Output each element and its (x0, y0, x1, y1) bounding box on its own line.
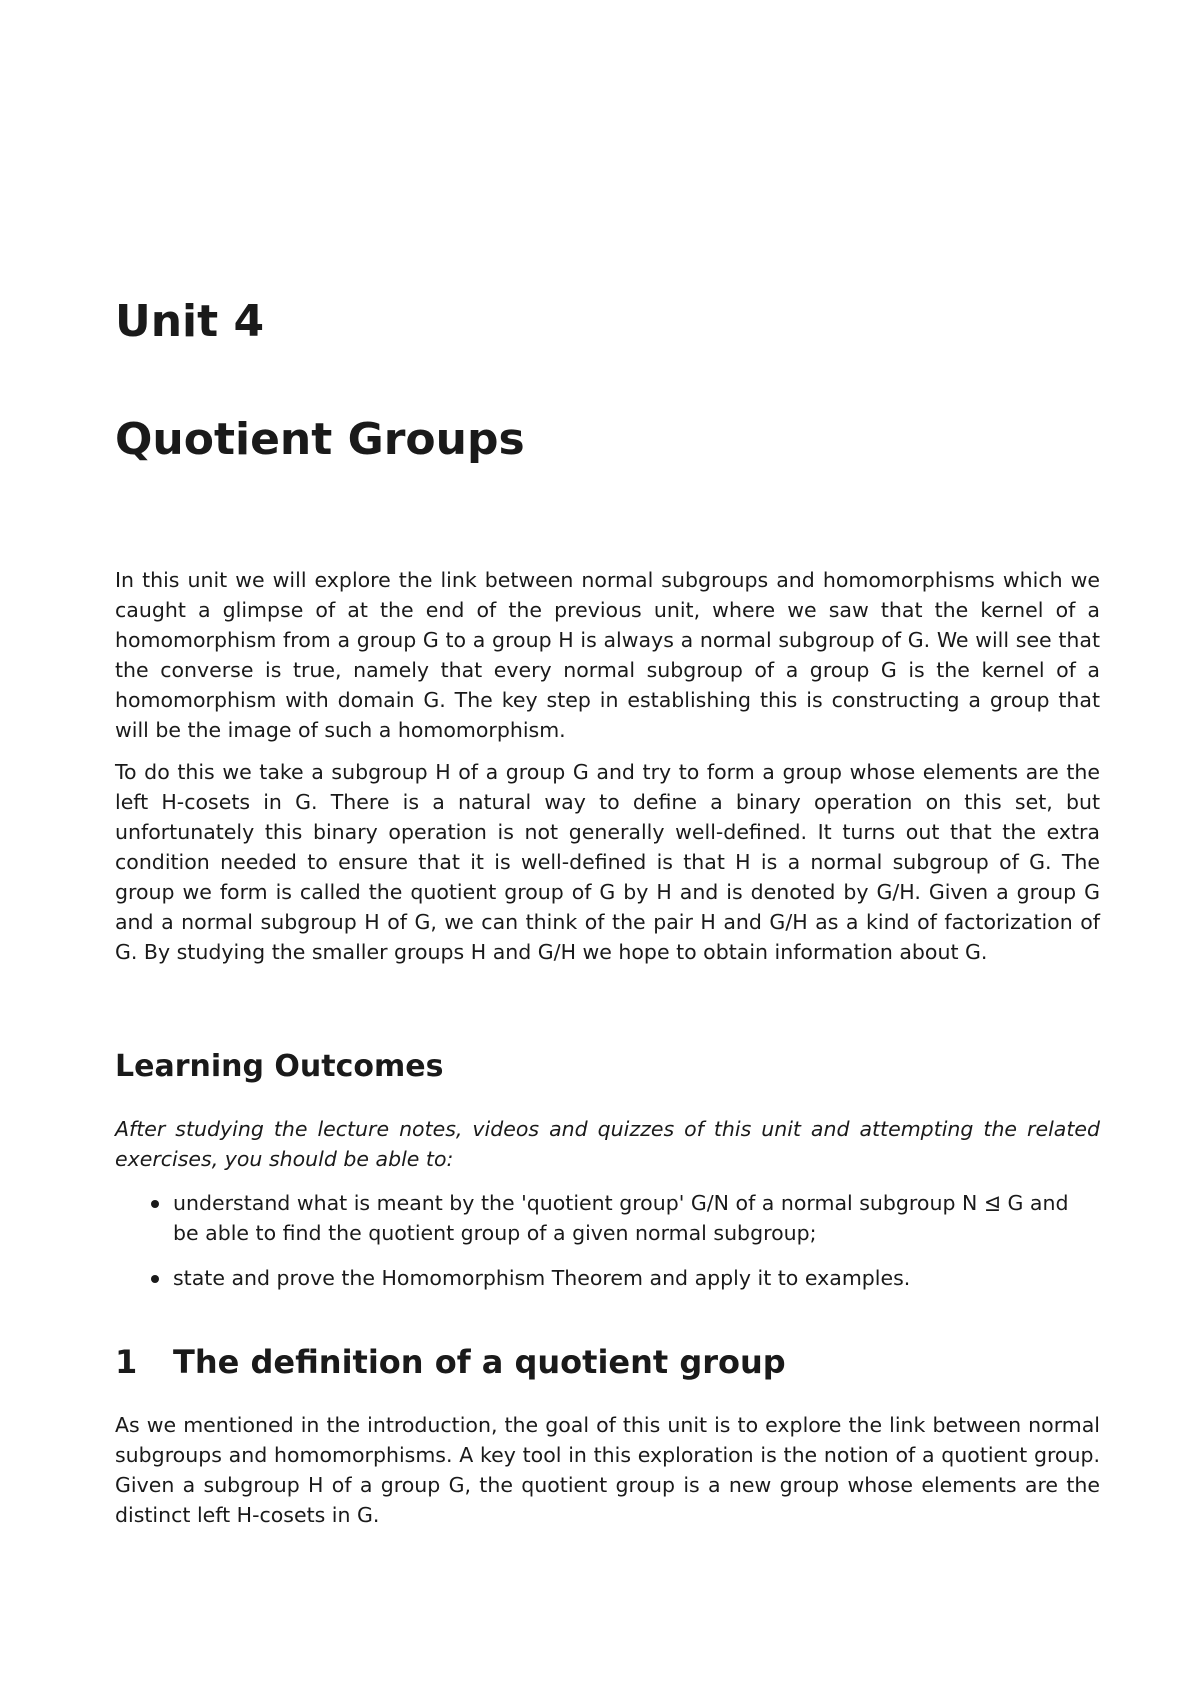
section-heading (115, 1343, 786, 1381)
unit-label: Unit 4 (115, 296, 265, 347)
list-item (115, 1263, 1100, 1293)
section-1-paragraph: As we mentioned in the introduction, the goal of this unit is to explore the link between normal subgroups and homomorphisms. A key tool in this exploration is the notion of a quotient group. Given a subgroup H of a group G, the quotient group is a new group whose elements are the distinct left H-cosets in G. (115, 1413, 1100, 1527)
learning-outcomes-heading: Learning Outcomes (115, 1049, 444, 1084)
intro-section (115, 565, 1100, 967)
learning-outcomes-intro: After studying the lecture notes, videos and quizzes of this unit and attempting the related exercises, you should be able to: (115, 1117, 1100, 1171)
list-item (115, 1188, 1100, 1248)
outcome-text: state and prove the Homomorphism Theorem and apply it to examples. (173, 1266, 911, 1290)
section-number: 1 (115, 1343, 138, 1381)
intro-paragraph-1: In this unit we will explore the link between normal subgroups and homomorphisms which we caught a glimpse of at the end of the previous unit, where we saw that the kernel of a homomorphism from a group G to a group H is always a normal subgroup of G. We will see that the converse is true, namely that every normal subgroup of a group G is the kernel of a homomorphism with domain G. The key step in establishing this is constructing a group that will be the image of such a homomorphism. (115, 568, 1100, 742)
outcome-text: understand what is meant by the 'quotient group' G/N of a normal subgroup N ⊴ G and be able to find the quotient group of a given normal subgroup; (173, 1191, 1069, 1245)
intro-paragraph-2: To do this we take a subgroup H of a group G and try to form a group whose elements are the left H-cosets in G. There is a natural way to define a binary operation on this set, but unfortunately this binary operation is not generally well-defined. It turns out that the extra condition needed to ensure that it is well-defined is that H is a normal subgroup of G. The group we form is called the quotient group of G by H and is denoted by G/H. Given a group G and a normal subgroup H of G, we can think of the pair H and G/H as a kind of factorization of G. By studying the smaller groups H and G/H we hope to obtain information about G. (115, 760, 1100, 964)
section-1-body (115, 1410, 1100, 1530)
unit-title: Quotient Groups (115, 414, 525, 465)
bullet-icon (151, 1200, 159, 1208)
bullet-icon (151, 1275, 159, 1283)
learning-outcomes-list (115, 1188, 1100, 1293)
section-title: The definition of a quotient group (173, 1343, 786, 1381)
